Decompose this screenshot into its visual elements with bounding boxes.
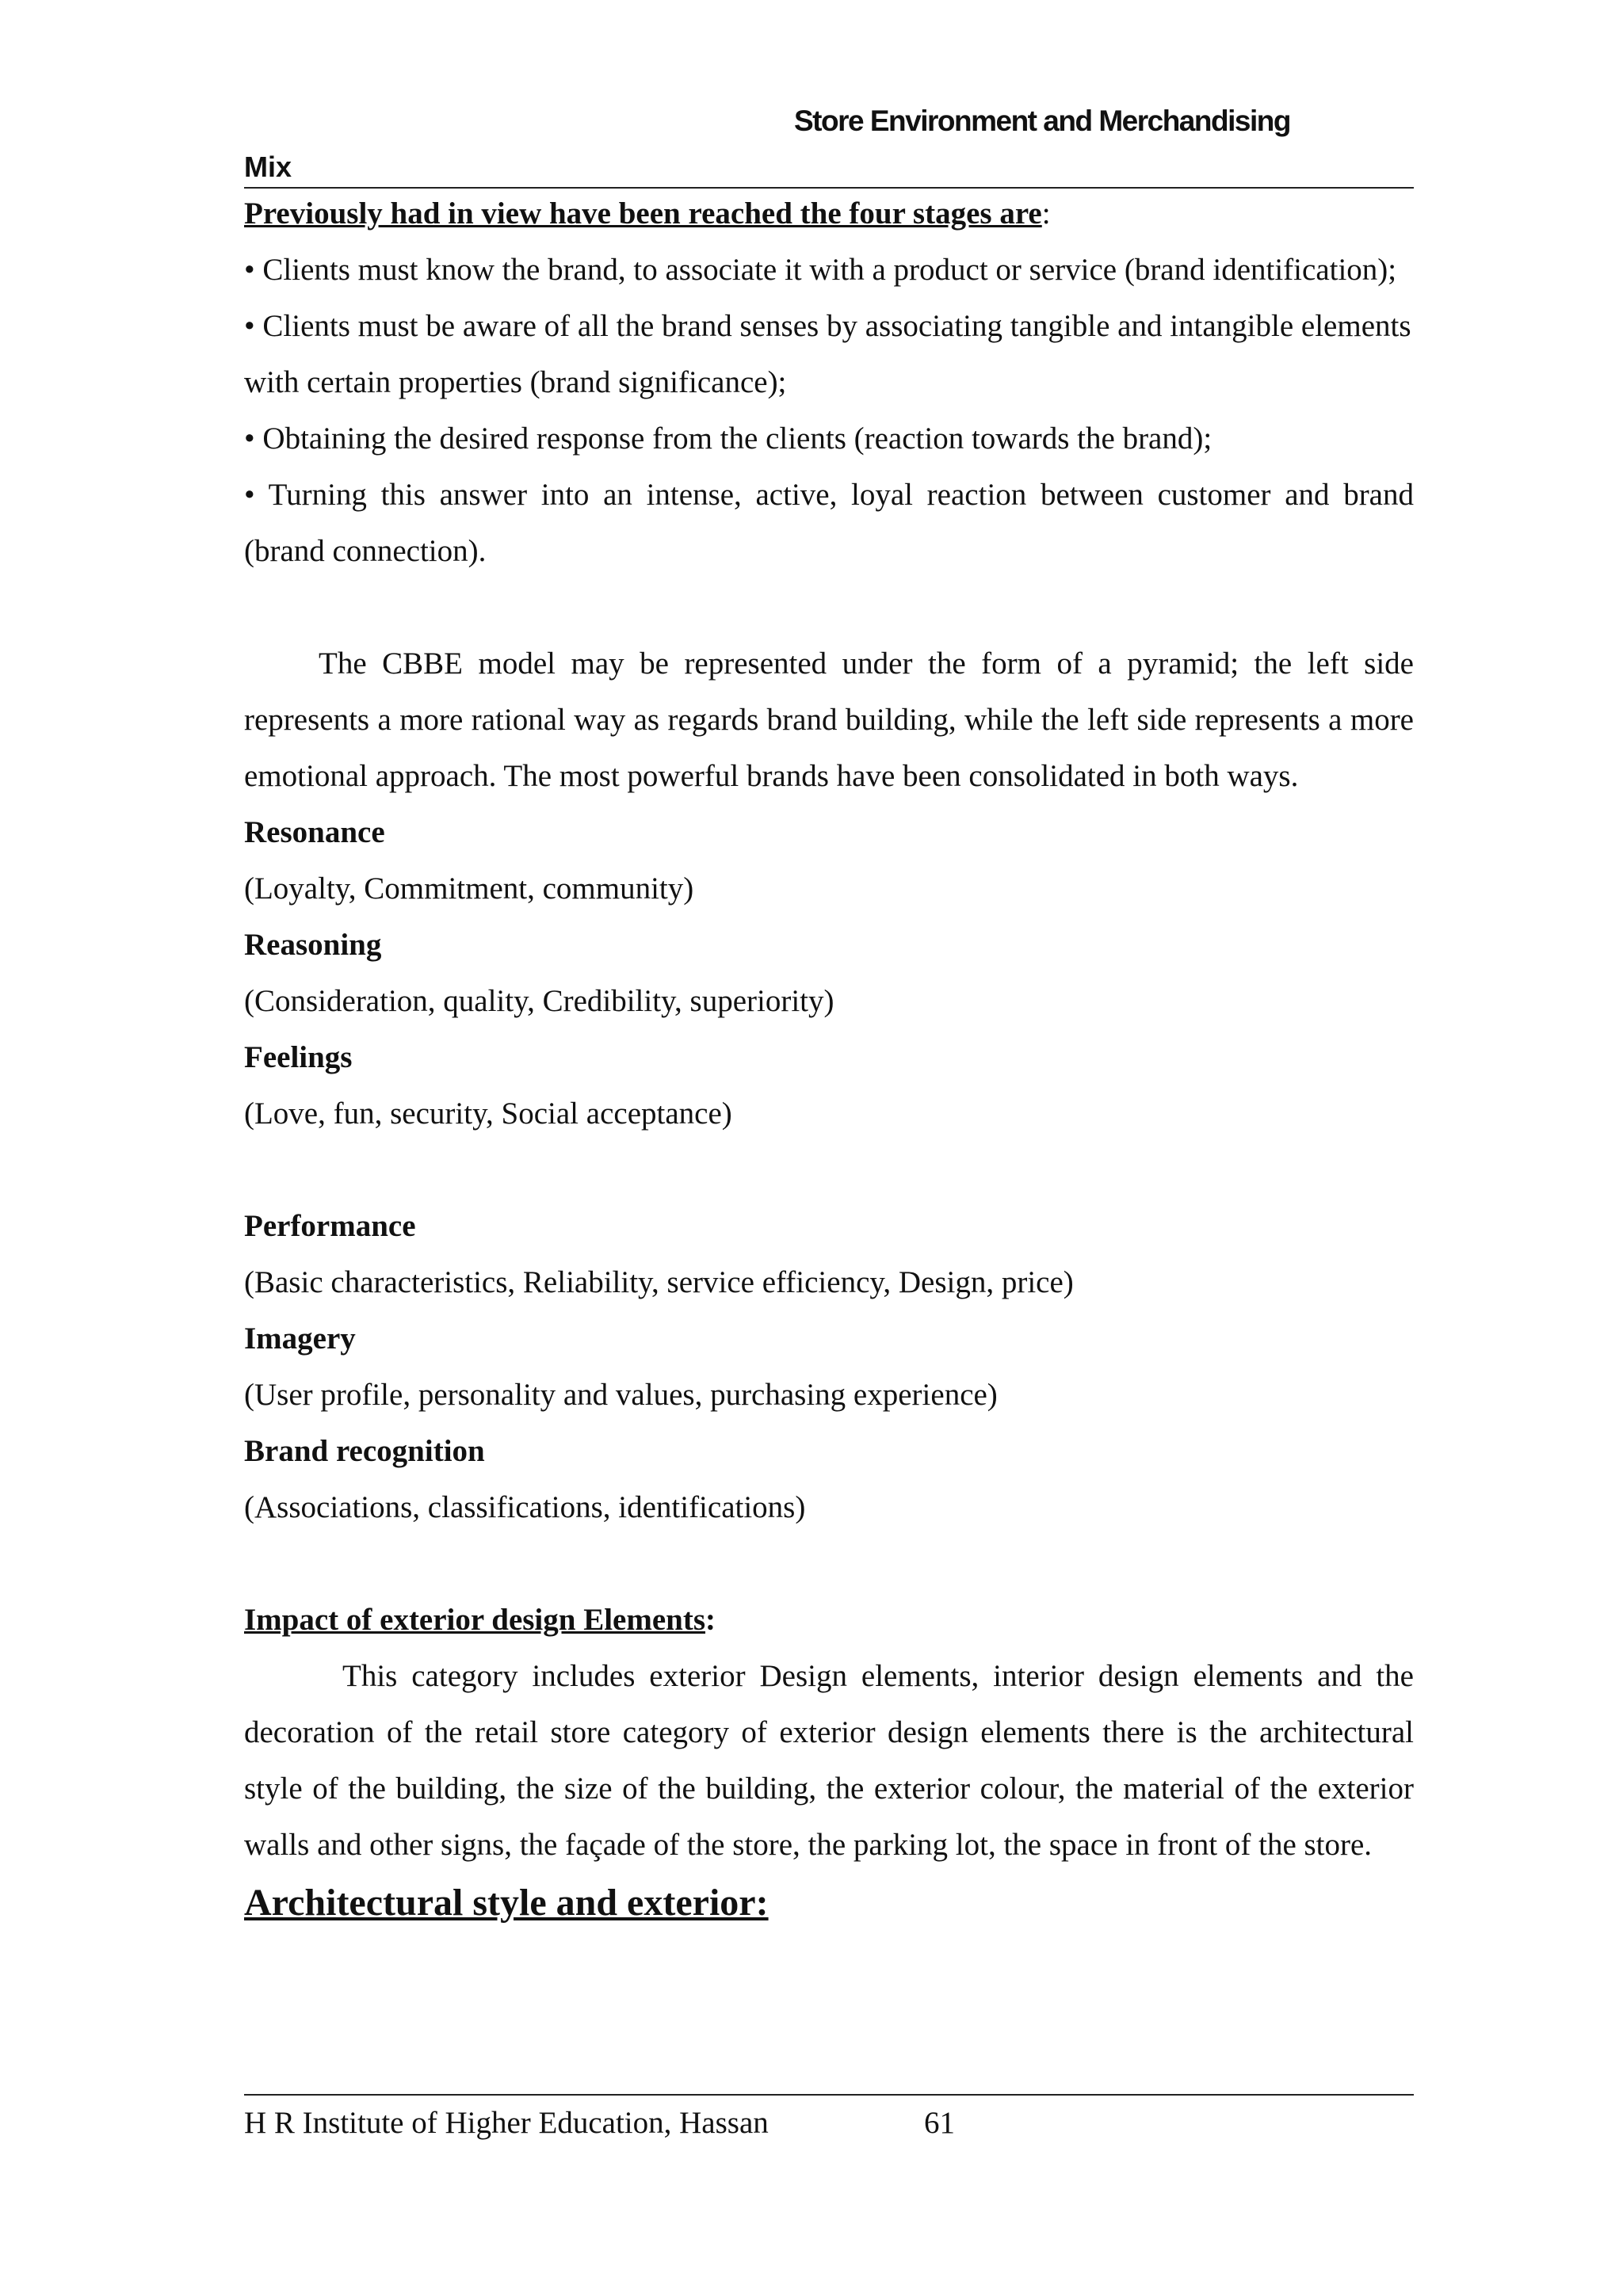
pyramid-level-title: Imagery <box>244 1322 356 1356</box>
pyramid-level-items: (Loyalty, Commitment, community) <box>244 871 694 906</box>
running-header-title: Store Environment and Merchandising <box>794 105 1290 137</box>
page-number: 61 <box>924 2106 955 2140</box>
stages-heading <box>244 185 1414 242</box>
pyramid-level-items: (User profile, personality and values, purchasing experience) <box>244 1378 998 1412</box>
pyramid-level-title: Resonance <box>244 815 385 849</box>
footer-institution: H R Institute of Higher Education, Hassan <box>244 2106 769 2140</box>
pyramid-level-title: Brand recognition <box>244 1434 485 1468</box>
stages-heading-colon: : <box>1041 196 1051 231</box>
spacer <box>244 579 1414 635</box>
pyramid-level-items: (Love, fun, security, Social acceptance) <box>244 1097 732 1131</box>
pyramid-level-items: (Consideration, quality, Credibility, superiority) <box>244 984 834 1018</box>
stage-bullet: • Turning this answer into an intense, active, loyal reaction between customer and brand (brand connection). <box>244 478 1414 568</box>
stages-heading-text: Previously had in view have been reached the four stages are <box>244 196 1042 231</box>
exterior-paragraph: This category includes exterior Design elements, interior design elements and the decoration of the retail store category of exterior design elements there is the architectural style of the building, the size of the building, the exterior colour, the material of the exterior walls and other signs, the façade of the store, the parking lot, the space in front of the store. <box>244 1659 1414 1862</box>
section-heading: Architectural style and exterior: <box>244 1882 769 1924</box>
spacer <box>244 1142 1414 1198</box>
spacer <box>244 1535 1414 1592</box>
cbbe-paragraph: The CBBE model may be represented under the form of a pyramid; the left side represents a more rational way as regards brand building, while the left side represents a more emotional approach. The most powerful brands have been consolidated in both ways. <box>244 646 1414 793</box>
footer-rule <box>244 2094 1414 2096</box>
running-header-continuation: Mix <box>244 151 292 183</box>
stage-bullet: • Clients must be aware of all the brand senses by associating tangible and intangible elements with certain properties (brand significance); <box>244 309 1411 399</box>
pyramid-level-items: (Associations, classifications, identifications) <box>244 1490 806 1524</box>
stage-bullet: • Clients must know the brand, to associate it with a product or service (brand identification); <box>244 253 1397 287</box>
page-body <box>244 185 1414 1933</box>
pyramid-level-title: Reasoning <box>244 928 382 962</box>
pyramid-level-title: Feelings <box>244 1040 353 1074</box>
exterior-heading-colon: : <box>705 1603 716 1637</box>
exterior-heading-text: Impact of exterior design Elements <box>244 1603 706 1637</box>
exterior-heading <box>244 1592 1414 1648</box>
pyramid-level-title: Performance <box>244 1209 416 1243</box>
pyramid-level-items: (Basic characteristics, Reliability, service efficiency, Design, price) <box>244 1265 1074 1299</box>
stage-bullet: • Obtaining the desired response from the clients (reaction towards the brand); <box>244 421 1212 456</box>
